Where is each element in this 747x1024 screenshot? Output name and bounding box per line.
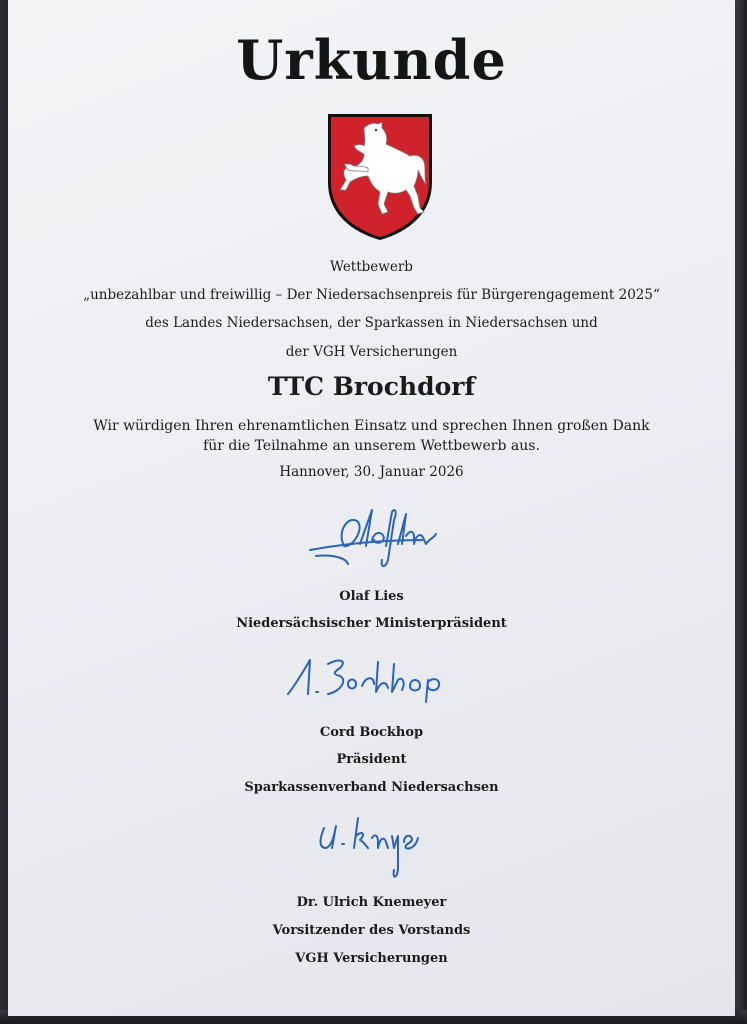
signature-olaf-lies-icon <box>8 500 735 578</box>
signature-cord-bockhop-icon <box>8 650 735 706</box>
background-edge-right <box>733 0 747 1024</box>
place-and-date: Hannover, 30. Januar 2026 <box>279 464 464 480</box>
signatory-2-position: Präsident <box>336 752 407 767</box>
signatory-3-name: Dr. Ulrich Knemeyer <box>296 895 447 910</box>
recipient-name: TTC Brochdorf <box>267 372 476 401</box>
signatory-3-organization: VGH Versicherungen <box>295 951 448 966</box>
organizers-line-1: des Landes Niedersachsen, der Sparkassen in Niedersachsen und <box>145 315 598 331</box>
signatory-2-name: Cord Bockhop <box>319 725 424 740</box>
lower-saxony-horse-crest-icon <box>324 110 436 242</box>
signatory-3-position: Vorsitzender des Vorstands <box>272 923 471 938</box>
signatory-2-organization: Sparkassenverband Niedersachsen <box>244 780 499 795</box>
competition-label: Wettbewerb <box>330 259 413 275</box>
certificate-title: Urkunde <box>236 28 507 92</box>
signature-ulrich-knemeyer-icon <box>8 808 735 882</box>
certificate-sheet <box>8 0 735 1016</box>
signatory-1-name: Olaf Lies <box>339 589 404 604</box>
thanks-sentence: Wir würdigen Ihren ehrenamtlichen Einsatz und sprechen Ihnen großen Dank für die Teilnahme an unserem Wettbewerb aus. <box>93 418 650 454</box>
competition-name: „unbezahlbar und freiwillig – Der Niedersachsenpreis für Bürgerengagement 2025“ <box>83 287 660 303</box>
thanks-text <box>8 416 735 456</box>
organizers-line-2: der VGH Versicherungen <box>285 344 458 360</box>
signatory-1-position: Niedersächsischer Ministerpräsident <box>236 616 507 631</box>
